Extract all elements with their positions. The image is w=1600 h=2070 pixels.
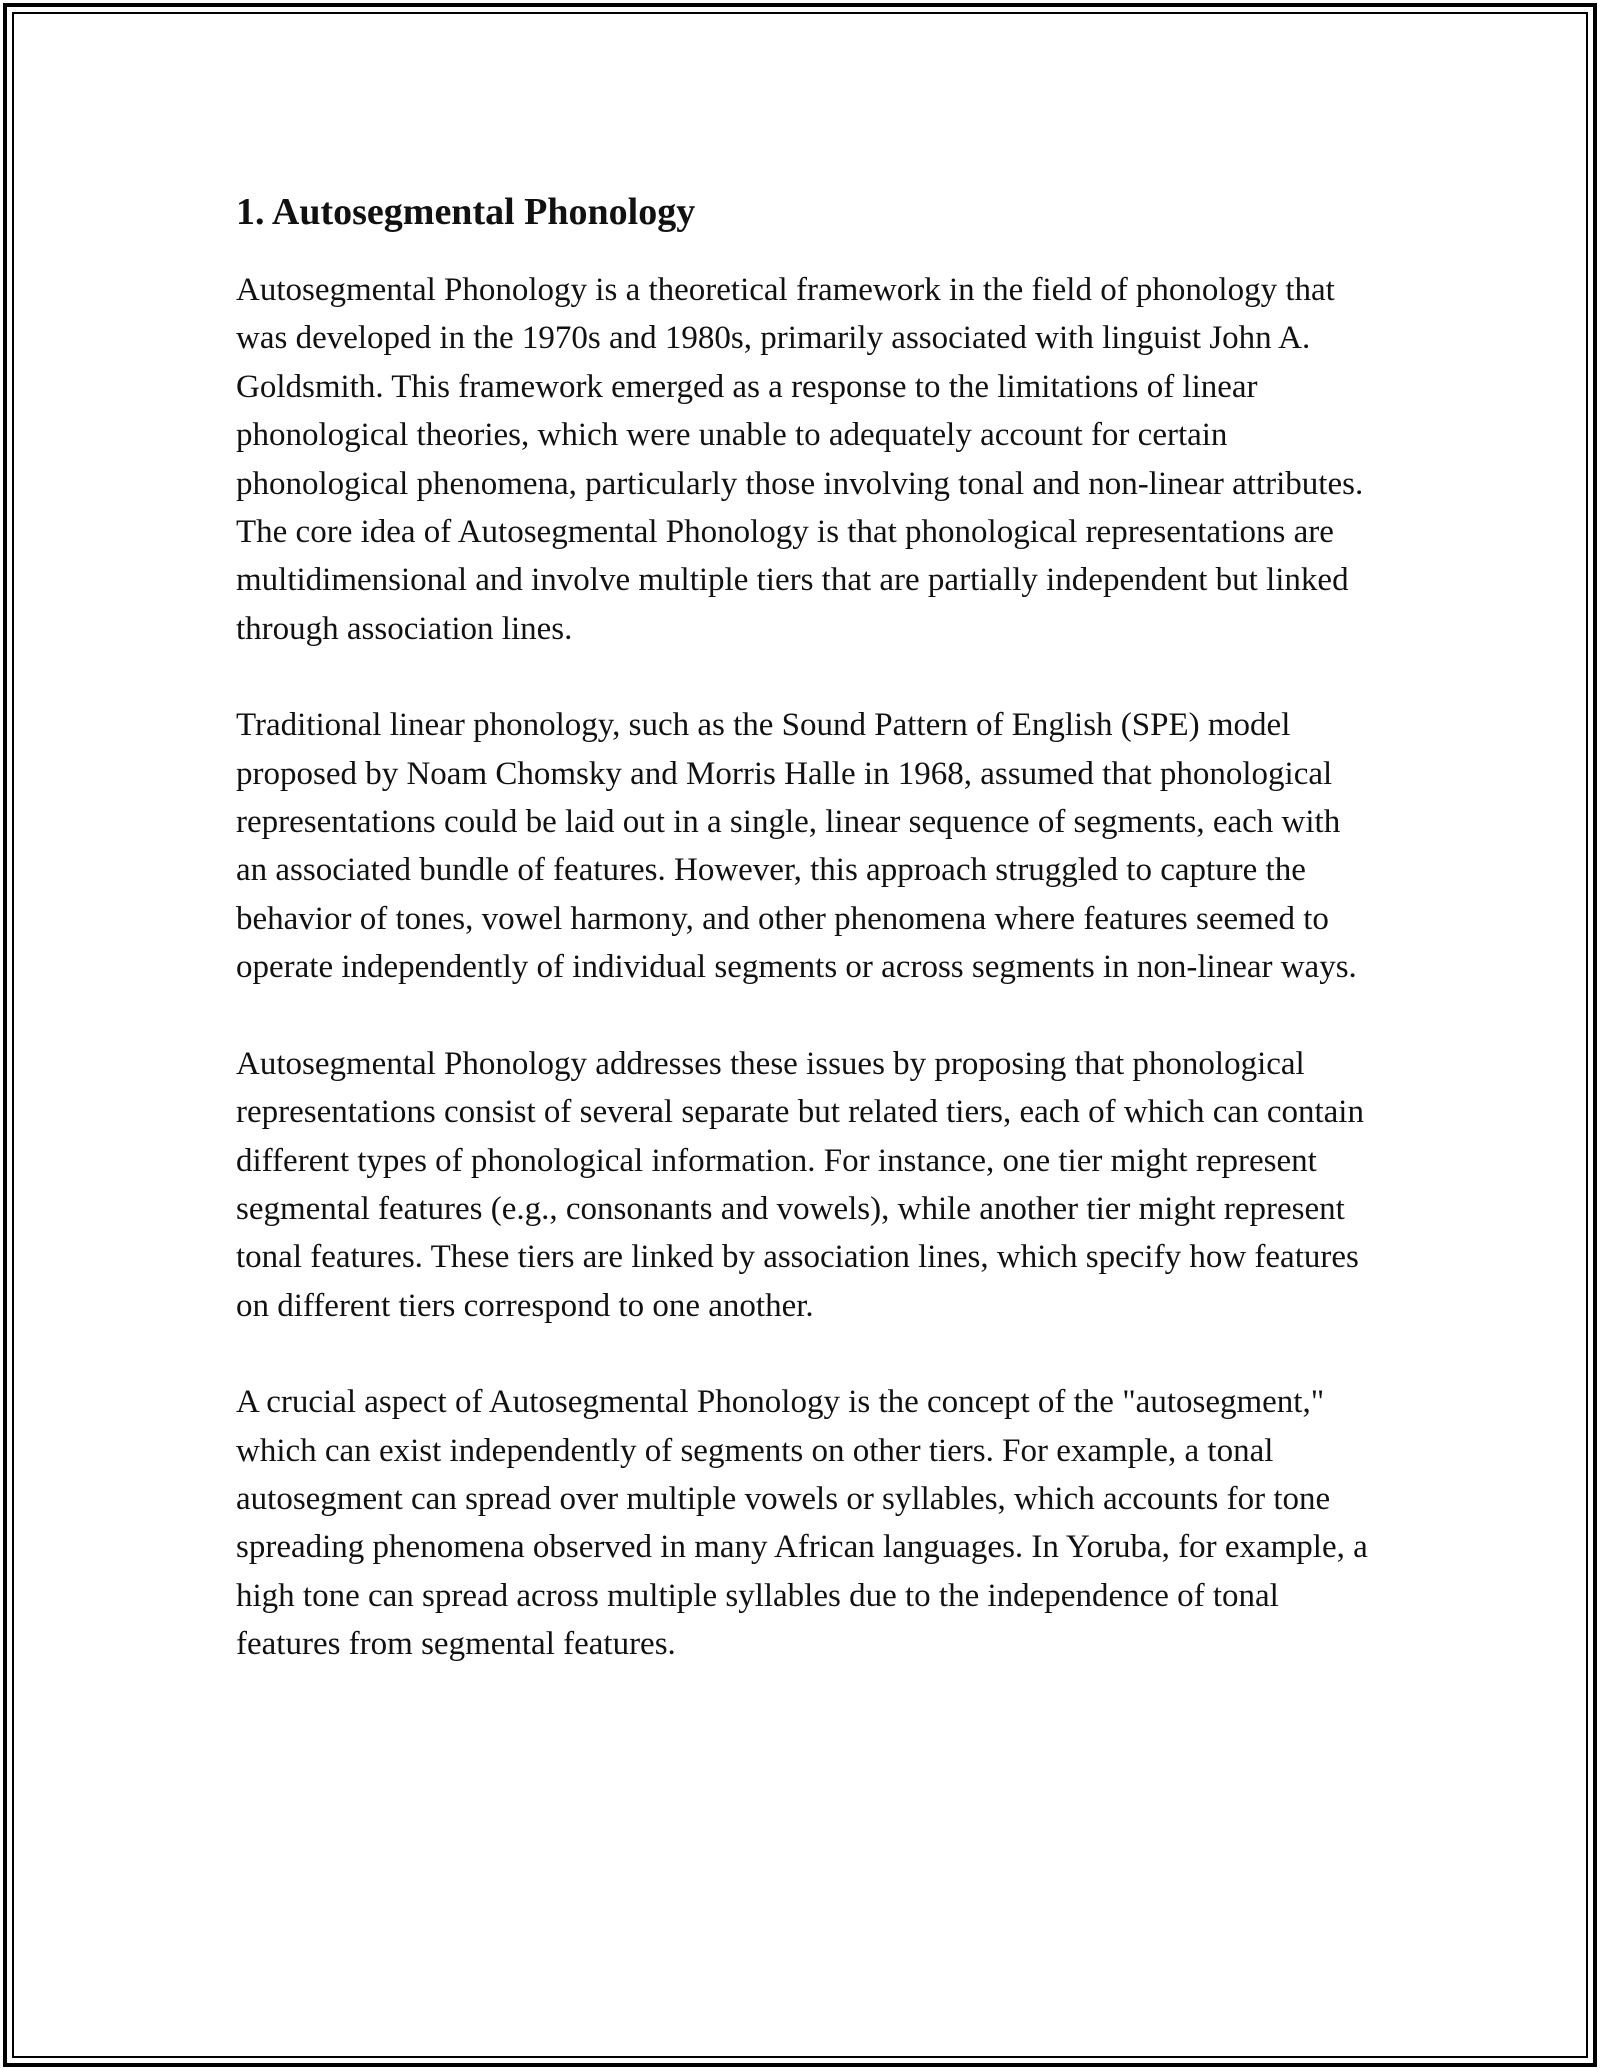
- paragraph-3: Autosegmental Phonology addresses these issues by proposing that phonological representations consist of several separate but related tiers, each of which can contain different types of phonological information. For instance, one tier might represent segmental features (e.g., consonants and vowels), while another tier might represent tonal features. These tiers are linked by association lines, which specify how features on different tiers correspond to one another.: [236, 1045, 1364, 1324]
- section-heading: 1. Autosegmental Phonology: [236, 191, 696, 233]
- paragraph-4: A crucial aspect of Autosegmental Phonology is the concept of the "autosegment," which can exist independently of segments on other tiers. For example, a tonal autosegment can spread over multiple vowels or syllables, which accounts for tone spreading phenomena observed in many African languages. In Yoruba, for example, a high tone can spread across multiple syllables due to the independence of tonal features from segmental features.: [236, 1384, 1368, 1663]
- document-body: [236, 184, 1376, 1717]
- paragraph-1: Autosegmental Phonology is a theoretical framework in the field of phonology that was developed in the 1970s and 1980s, primarily associated with linguist John A. Goldsmith. This framework emerged as a response to the limitations of linear phonological theories, which were unable to adequately account for certain phonological phenomena, particularly those involving tonal and non-linear attributes. The core idea of Autosegmental Phonology is that phonological representations are multidimensional and involve multiple tiers that are partially independent but linked through association lines.: [236, 272, 1364, 647]
- paragraph-2: Traditional linear phonology, such as the Sound Pattern of English (SPE) model proposed by Noam Chomsky and Morris Halle in 1968, assumed that phonological representations could be laid out in a single, linear sequence of segments, each with an associated bundle of features. However, this approach struggled to capture the behavior of tones, vowel harmony, and other phenomena where features seemed to operate independently of individual segments or across segments in non-linear ways.: [236, 707, 1357, 986]
